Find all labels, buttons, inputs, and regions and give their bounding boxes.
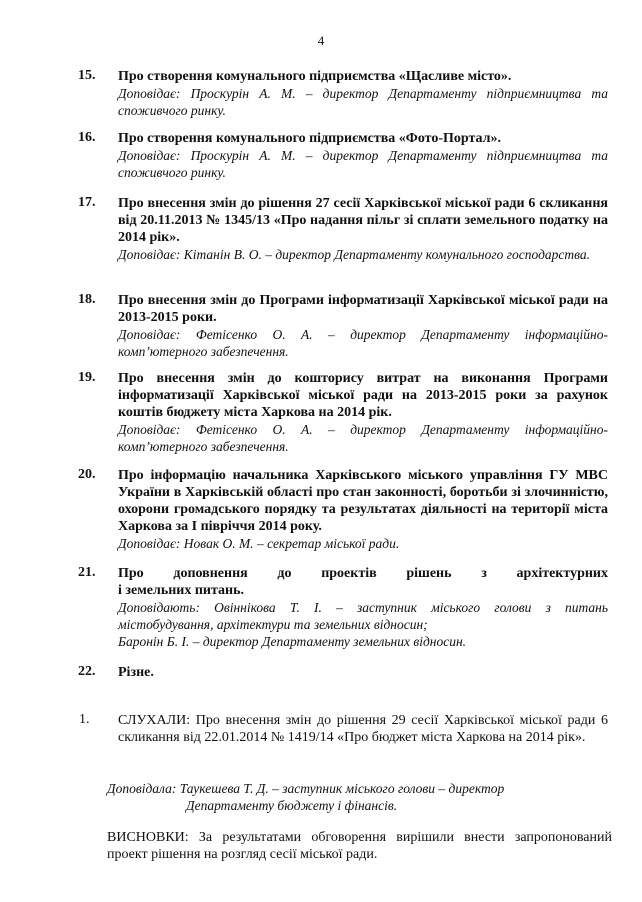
agenda-item-number: 17. [78, 195, 96, 210]
agenda-item-number: 18. [78, 292, 96, 307]
agenda-item-number: 22. [78, 664, 96, 679]
agenda-item-number: 15. [78, 68, 96, 83]
conclusions-label: ВИСНОВКИ: [107, 830, 189, 845]
agenda-item-reporter: Доповідають: Овіннікова Т. І. – заступник міського голови з питань містобудування, архітектури та земельних відносин; [118, 600, 609, 632]
resolution-reporter: Доповідала: Таукешева Т. Д. – заступник міського голови – директор Департаменту бюджету і фінансів. [107, 781, 505, 813]
conclusions-text: За результатами обговорення вирішили внести запропонований проект рішення на розгляд сесії міської ради. [107, 830, 613, 862]
conclusions-section [107, 829, 612, 863]
agenda-item-title: Про доповнення до проектів рішень з архітектурних [118, 566, 608, 581]
page-number: 4 [317, 33, 325, 48]
agenda-item-title: Про створення комунального підприємства «Фото-Портал». [118, 131, 502, 146]
agenda-item-number: 19. [78, 370, 96, 385]
agenda-item-reporter: Доповідає: Фетісенко О. А. – директор Департаменту інформаційно-комп’ютерного забезпечення. [118, 422, 609, 454]
agenda-item-reporter-2: Баронін Б. І. – директор Департаменту земельних відносин. [118, 634, 467, 649]
agenda-item-number: 20. [78, 467, 96, 482]
agenda-item-title: Про створення комунального підприємства «Щасливе місто». [118, 69, 512, 84]
agenda-item-reporter: Доповідає: Новак О. М. – секретар міської ради. [118, 536, 400, 551]
agenda-item-title: Про внесення змін до кошторису витрат на виконання Програми інформатизації Харківської міської ради на 2013-2015 роки за рахунок коштів бюджету міста Харкова на 2014 рік. [118, 371, 608, 420]
agenda-item-reporter: Доповідає: Фетісенко О. А. – директор Департаменту інформаційно-комп’ютерного забезпечення. [118, 327, 609, 359]
heard-label: СЛУХАЛИ: [118, 713, 191, 728]
agenda-item-title: Про внесення змін до Програми інформатизації Харківської міської ради на 2013-2015 роки. [118, 293, 608, 325]
agenda-item-title: Різне. [118, 665, 154, 680]
agenda-item-title: Про внесення змін до рішення 27 сесії Харківської міської ради 6 скликання від 20.11.2013 № 1345/13 «Про надання пільг зі сплати земельного податку на 2014 рік». [118, 196, 608, 245]
heard-text: Про внесення змін до рішення 29 сесії Харківської міської ради 6 скликання від 22.01.2014 № 1419/14 «Про бюджет міста Харкова на 2014 рік». [118, 713, 608, 745]
agenda-item-title: Про інформацію начальника Харківського міського управління ГУ МВС України в Харківській області про стан законності, боротьби зі злочинністю, охорони громадського порядку та результатах діяльності на території міста Харкова за І півріччя 2014 року. [118, 468, 608, 534]
agenda-item-reporter: Доповідає: Проскурін А. М. – директор Департаменту підприємництва та споживчого ринку. [118, 148, 608, 180]
heard-section [118, 712, 608, 746]
agenda-item-title-cont: і земельних питань. [118, 583, 245, 598]
agenda-item-number: 16. [78, 130, 96, 145]
resolution-number: 1. [79, 712, 90, 727]
agenda-item-number: 21. [78, 565, 96, 580]
agenda-item-reporter: Доповідає: Проскурін А. М. – директор Департаменту підприємництва та споживчого ринку. [118, 86, 608, 118]
agenda-item-reporter: Доповідає: Кітанін В. О. – директор Департаменту комунального господарства. [118, 247, 591, 262]
